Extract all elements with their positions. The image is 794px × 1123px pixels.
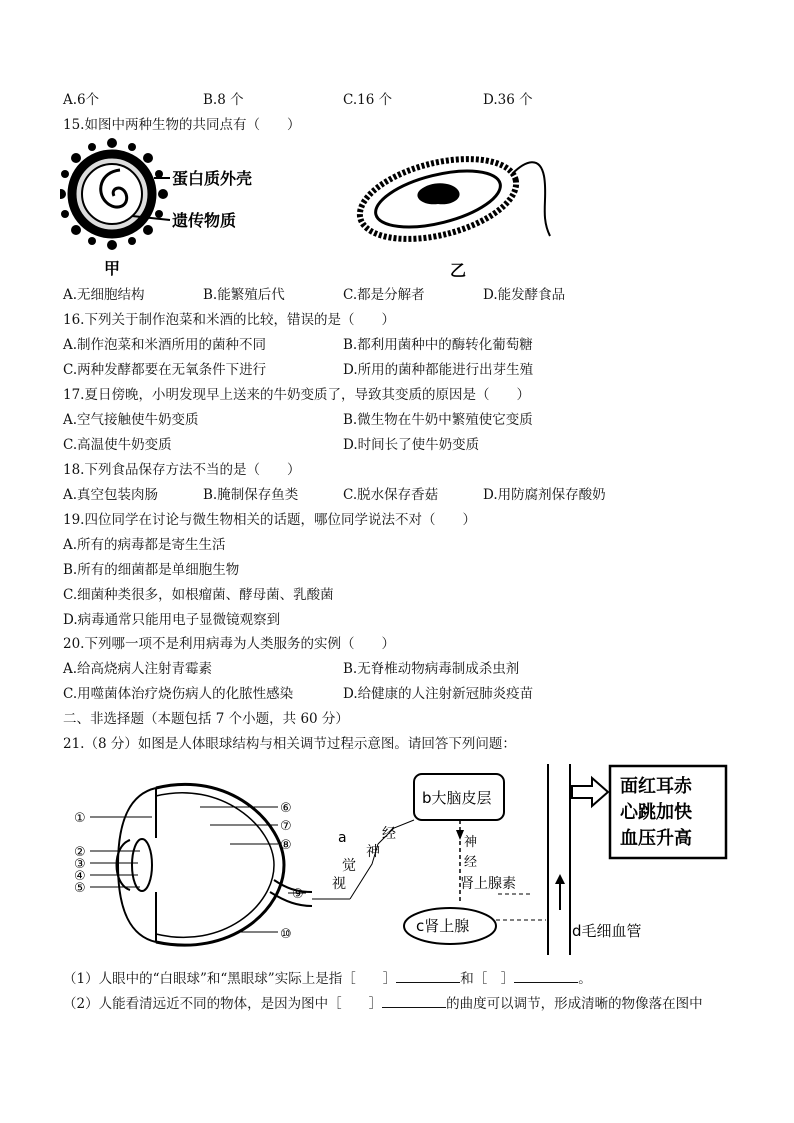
label-optic-mid: 觉: [342, 858, 356, 874]
q21-stem: 21.（8 分）如图是人体眼球结构与相关调节过程示意图。请回答下列问题：: [63, 736, 516, 752]
q21-sub1-blank2[interactable]: [514, 970, 578, 983]
q17-stem: 17.夏日傍晚，小明发现早上送来的牛奶变质了，导致其变质的原因是（ ）: [63, 387, 530, 403]
q16-option-d: D.所用的菌种都能进行出芽生殖: [343, 362, 534, 378]
q20-option-c: C.用噬菌体治疗烧伤病人的化脓性感染: [63, 686, 294, 702]
virus-figure: [60, 138, 170, 250]
eye-number-9: ⑨: [292, 887, 304, 902]
eye-number-3: ③: [74, 857, 86, 872]
q19-option-d: D.病毒通常只能用电子显微镜观察到: [63, 612, 281, 628]
q19-option-b: B.所有的细菌都是单细胞生物: [63, 562, 240, 578]
eye-number-6: ⑥: [280, 801, 292, 816]
eye-number-8: ⑧: [280, 838, 292, 853]
label-hormone: 肾上腺素: [460, 876, 516, 892]
q21-sub2-part2: 的曲度可以调节，形成清晰的物像落在图中: [446, 996, 703, 1012]
q15-option-c: C.都是分解者: [343, 287, 425, 303]
label-optic-right1: 神: [366, 844, 380, 860]
q15-option-b: B.能繁殖后代: [203, 287, 285, 303]
q19-stem: 19.四位同学在讨论与微生物相关的话题，哪位同学说法不对（ ）: [63, 512, 476, 528]
q21-sub2-part1: （2）人能看清远近不同的物体，是因为图中［ ］: [63, 996, 383, 1012]
eye-number-5: ⑤: [74, 881, 86, 896]
q16-option-b: B.都利用菌种中的酶转化葡萄糖: [343, 337, 533, 353]
q14-option-d: D.36 个: [483, 92, 533, 108]
eye-number-1: ①: [74, 811, 86, 826]
label-yi: 乙: [450, 261, 467, 280]
label-jia: 甲: [104, 259, 121, 278]
effect-line2: 心跳加快: [620, 802, 692, 823]
q20-option-d: D.给健康的人注射新冠肺炎疫苗: [343, 686, 534, 702]
q17-option-c: C.高温使牛奶变质: [63, 437, 172, 453]
q18-option-c: C.脱水保存香菇: [343, 487, 439, 503]
label-nerve1: 神: [464, 835, 478, 850]
label-c: c肾上腺: [416, 917, 470, 935]
effect-line3: 血压升高: [620, 828, 692, 849]
label-optic-left: 视: [332, 876, 346, 892]
q20-stem: 20.下列哪一项不是利用病毒为人类服务的实例（ ）: [63, 636, 395, 652]
q21-sub1-part2: 和［ ］: [460, 971, 515, 987]
label-b: b大脑皮层: [422, 789, 492, 807]
q19-option-a: A.所有的病毒都是寄生生活: [63, 537, 226, 553]
section2-heading: 二、非选择题（本题包括 7 个小题，共 60 分）: [63, 711, 349, 727]
label-genetic-material: 遗传物质: [172, 211, 237, 230]
q15-stem: 15.如图中两种生物的共同点有（ ）: [63, 117, 301, 133]
label-nerve2: 经: [464, 855, 478, 870]
bacterium-figure: [352, 145, 550, 254]
label-d: d毛细血管: [572, 922, 642, 940]
eye-number-7: ⑦: [280, 819, 292, 834]
q15-figure: [60, 136, 580, 281]
q20-option-b: B.无脊椎动物病毒制成杀虫剂: [343, 661, 520, 677]
q18-stem: 18.下列食品保存方法不当的是（ ）: [63, 462, 301, 478]
effect-line1: 面红耳赤: [620, 776, 692, 797]
eye-number-10: ⑩: [280, 927, 292, 942]
label-protein-coat: 蛋白质外壳: [172, 169, 253, 188]
q20-option-a: A.给高烧病人注射青霉素: [63, 661, 213, 677]
q14-option-a: A.6个: [63, 92, 100, 108]
label-a: a: [338, 830, 347, 846]
q16-stem: 16.下列关于制作泡菜和米酒的比较，错误的是（ ）: [63, 312, 395, 328]
q18-option-d: D.用防腐剂保存酸奶: [483, 487, 606, 503]
q17-option-b: B.微生物在牛奶中繁殖使它变质: [343, 412, 533, 428]
q21-sub1-blank1[interactable]: [396, 970, 460, 983]
q21-figure: [60, 760, 740, 965]
q18-option-b: B.腌制保存鱼类: [203, 487, 299, 503]
eye-number-4: ④: [74, 869, 86, 884]
q17-option-a: A.空气接触使牛奶变质: [63, 412, 199, 428]
q18-option-a: A.真空包装肉肠: [63, 487, 159, 503]
q21-sub2: [63, 995, 703, 1013]
q21-sub1-part1: （1）人眼中的“白眼球”和“黑眼球”实际上是指［ ］: [63, 971, 397, 987]
label-optic-right2: 经: [382, 826, 396, 842]
q15-option-d: D.能发酵食品: [483, 287, 566, 303]
q21-sub1: [63, 970, 592, 988]
q16-option-a: A.制作泡菜和米酒所用的菌种不同: [63, 337, 267, 353]
q16-option-c: C.两种发酵都要在无氧条件下进行: [63, 362, 267, 378]
q19-option-c: C.细菌种类很多，如根瘤菌、酵母菌、乳酸菌: [63, 587, 334, 603]
q17-option-d: D.时间长了使牛奶变质: [343, 437, 480, 453]
q15-option-a: A.无细胞结构: [63, 287, 145, 303]
eye-number-2: ②: [74, 845, 86, 860]
q21-sub1-part3: 。: [578, 971, 592, 987]
q14-option-b: B.8 个: [203, 92, 244, 108]
q14-option-c: C.16 个: [343, 92, 393, 108]
q21-sub2-blank1[interactable]: [382, 995, 446, 1008]
